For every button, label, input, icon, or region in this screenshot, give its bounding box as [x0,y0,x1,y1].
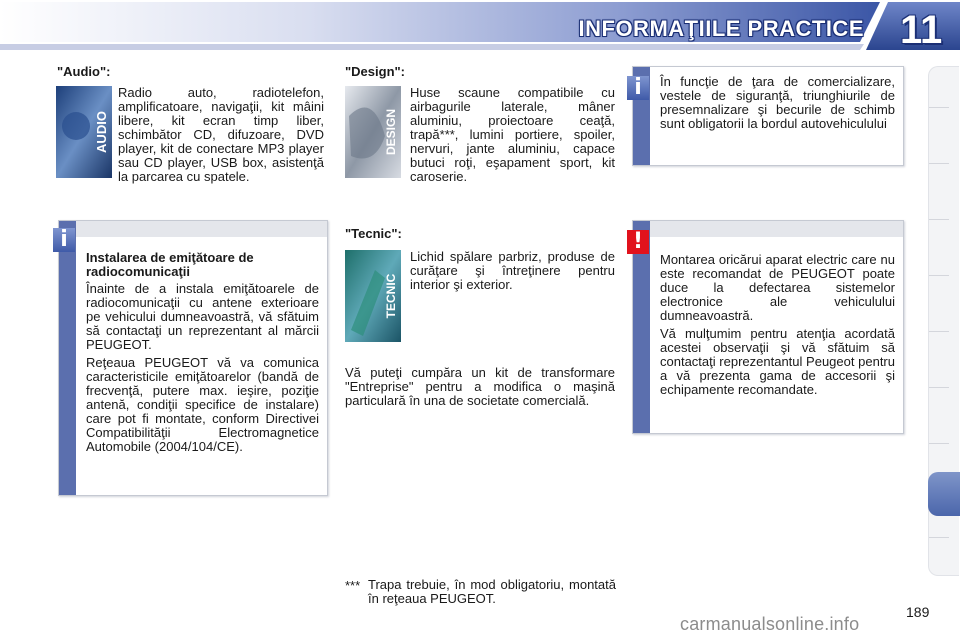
audio-heading: "Audio": [57,64,111,79]
info-box-title: Instalarea de emiţătoare de radiocomunicaţii [86,250,254,279]
tecnic-thumbnail-text: TECNIC [384,273,398,319]
warning-box-content [660,253,895,401]
warning-box-strip [650,221,903,237]
tab-divider [929,443,949,444]
info-icon: i [627,76,649,100]
header-banner [0,0,960,60]
tab-divider [929,219,949,220]
info-box-paragraph: Reţeaua PEUGEOT vă va comunica caracteristicile emiţătoarelor (bandă de frecvenţă, putere max. ieşire, poziţie antenă, condiţii specifice de instalare) care pot fi montate, conform Directivei Compatibilităţii Electromagnetice Automobile (2004/104/CE). [86,355,319,454]
tab-divider [929,163,949,164]
tab-divider [929,331,949,332]
watermark: carmanualsonline.info [680,614,860,634]
warning-box-paragraph: Montarea oricărui aparat electric care nu este recomandat de PEUGEOT poate duce la defectarea sistemelor electronice ale vehiculului dumneavoastră. [660,252,895,323]
design-heading: "Design": [345,64,405,79]
info-box-paragraph: În funcţie de ţara de comercializare, vestele de siguranţă, triunghiurile de presemnalizare şi becurile de schimb sunt obligatorii la bordul autovehiculului [660,74,895,131]
warning-box-paragraph: Vă mulţumim pentru atenţia acordată acestei observaţii şi vă sfătuim să contactaţi reprezentantul Peugeot pentru a vă prezenta gama de accesorii şi echipamente recomandate. [660,326,895,397]
info-box-bar [59,221,76,495]
tecnic-thumbnail [345,250,401,342]
tab-divider [929,275,949,276]
radio-transmitter-info-box [58,220,328,496]
info-box-paragraph: Înainte de a instala emiţătoarele de radiocomunicaţii cu antene exterioare pe vehicului dumneavoastră, vă sfătuim să contactaţi un reprezentant al mărcii PEUGEOT. [86,281,319,352]
tab-divider [929,387,949,388]
warning-icon: ! [627,230,649,254]
audio-description: Radio auto, radiotelefon, amplificatoare, navigaţii, kit mâini libere, kit ecran timp liber, schimbător CD, difuzoare, DVD player, kit de conectare MP3 player sau CD player, USB box, asistenţă la parcarea cu spatele. [118,85,324,184]
info-icon: i [53,228,75,252]
info-box-content [86,251,319,458]
electrical-warning-box [632,220,904,434]
tab-divider [929,107,949,108]
audio-thumbnail-text: AUDIO [94,111,109,153]
design-thumbnail-text: DESIGN [384,108,398,156]
page-number: 189 [906,604,930,620]
info-box-content [660,75,895,135]
chapter-tab-active [928,472,960,516]
transform-kit-text: Vă puteţi cumpăra un kit de transformare "Entreprise" pentru a modifica o maşină particulară în una de societate comercială. [345,365,615,408]
footnote-mark: *** [345,578,361,593]
info-box-strip [76,221,327,237]
page-title: INFORMAŢIILE PRACTICE [578,16,864,41]
design-description: Huse scaune compatibile cu airbagurile laterale, mâner aluminiu, proiectoare ceaţă, trapă***, lumini portiere, spoiler, nervuri, jante aluminiu, capace butuci roţi, eşapament sport, kit caroserie. [410,85,615,184]
tecnic-description: Lichid spălare parbriz, produse de curăţare şi întreţinere pentru interior şi exterior. [410,249,615,292]
footnote-text: Trapa trebuie, în mod obligatoriu, montată în reţeaua PEUGEOT. [368,577,616,606]
safety-equipment-info-box [632,66,904,166]
tab-divider [929,537,949,538]
design-thumbnail [345,86,401,178]
audio-thumbnail [56,86,112,178]
chapter-number: 11 [900,8,943,52]
tecnic-heading: "Tecnic": [345,226,402,241]
